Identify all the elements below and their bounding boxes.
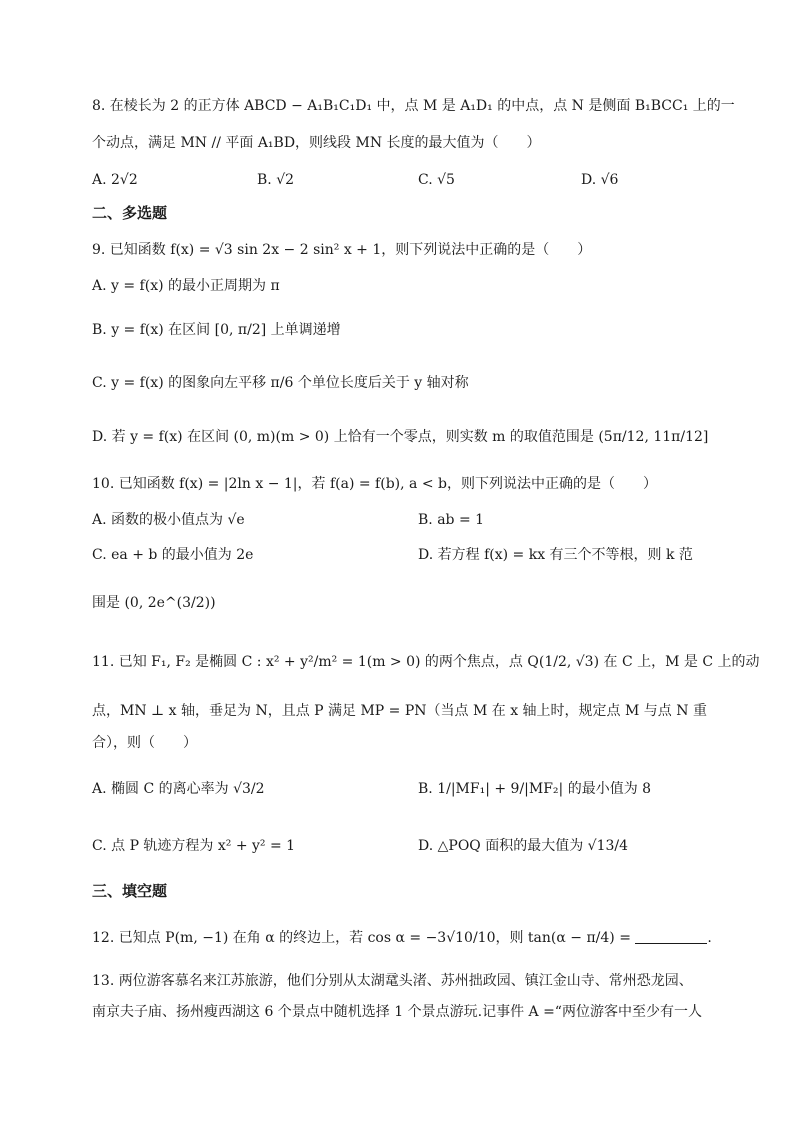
q10-stem: 10. 已知函数 f(x) = |2ln x − 1|，若 f(a) = f(b), a < b，则下列说法中正确的是（ ） xyxy=(92,476,657,492)
q9-option-a: A. y = f(x) 的最小正周期为 π xyxy=(92,278,280,294)
q11-stem-line3: 合），则（ ） xyxy=(92,735,197,751)
q11-option-b: B. 1/|MF₁| + 9/|MF₂| 的最小值为 8 xyxy=(418,781,652,797)
q13-stem-line2: 南京夫子庙、扬州瘦西湖这 6 个景点中随机选择 1 个景点游玩.记事件 A =“两位游客中至少有一人 xyxy=(92,1004,702,1020)
q11-stem-line2: 点，MN ⊥ x 轴，垂足为 N，且点 P 满足 MP = PN（当点 M 在 x 轴上时，规定点 M 与点 N 重 xyxy=(92,703,707,719)
q10-option-a: A. 函数的极小值点为 √e xyxy=(92,512,245,528)
q8-option-a: A. 2√2 xyxy=(92,172,138,188)
q10-option-c: C. ea + b 的最小值为 2e xyxy=(92,547,254,563)
q11-option-a: A. 椭圆 C 的离心率为 √3/2 xyxy=(92,781,265,797)
q9-option-d: D. 若 y = f(x) 在区间 (0, m)(m > 0) 上恰有一个零点，则实数 m 的取值范围是 (5π/12, 11π/12] xyxy=(92,429,709,445)
q8-option-c: C. √5 xyxy=(418,172,455,188)
q12-period: . xyxy=(707,930,712,946)
q8-option-b: B. √2 xyxy=(257,172,295,188)
q10-option-d: D. 若方程 f(x) = kx 有三个不等根，则 k 范 xyxy=(418,547,693,563)
section-heading-fill-in: 三、填空题 xyxy=(92,882,168,900)
q9-option-c: C. y = f(x) 的图象向左平移 π/6 个单位长度后关于 y 轴对称 xyxy=(92,375,469,391)
q11-option-c: C. 点 P 轨迹方程为 x² + y² = 1 xyxy=(92,838,296,854)
q8-stem-line2: 个动点，满足 MN // 平面 A₁BD，则线段 MN 长度的最大值为（ ） xyxy=(92,135,541,151)
q12-answer-blank[interactable] xyxy=(635,929,707,944)
q12-text: 12. 已知点 P(m, −1) 在角 α 的终边上，若 cos α = −3√10/10，则 tan(α − π/4) = xyxy=(92,930,631,946)
q11-option-d: D. △POQ 面积的最大值为 √13/4 xyxy=(418,838,629,854)
q9-stem: 9. 已知函数 f(x) = √3 sin 2x − 2 sin² x + 1，则下列说法中正确的是（ ） xyxy=(92,242,592,258)
q8-option-d: D. √6 xyxy=(581,172,619,188)
q12-stem xyxy=(92,928,712,948)
q9-option-b: B. y = f(x) 在区间 [0, π/2] 上单调递增 xyxy=(92,322,341,338)
q8-stem-line1: 8. 在棱长为 2 的正方体 ABCD − A₁B₁C₁D₁ 中，点 M 是 A₁D₁ 的中点，点 N 是侧面 B₁BCC₁ 上的一 xyxy=(92,98,735,114)
q13-stem-line1: 13. 两位游客慕名来江苏旅游，他们分别从太湖鼋头渚、苏州拙政园、镇江金山寺、常州恐龙园、 xyxy=(92,973,693,989)
q10-option-b: B. ab = 1 xyxy=(418,512,485,528)
q10-option-d-continued: 围是 (0, 2e^(3/2)) xyxy=(92,595,216,611)
section-heading-multiple-choice: 二、多选题 xyxy=(92,204,168,222)
q11-stem-line1: 11. 已知 F₁, F₂ 是椭圆 C : x² + y²/m² = 1(m > 0) 的两个焦点，点 Q(1/2, √3) 在 C 上，M 是 C 上的动 xyxy=(92,654,760,670)
